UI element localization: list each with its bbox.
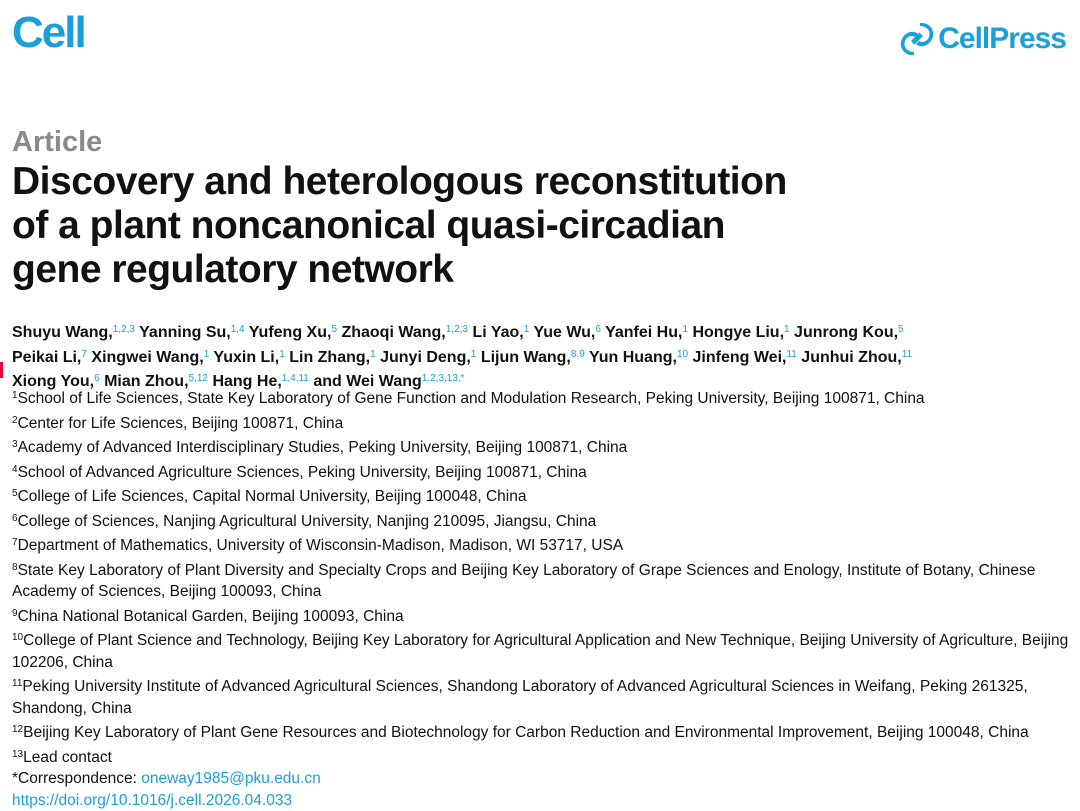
affiliation-list <box>12 385 1072 811</box>
publisher-logo <box>900 22 1066 56</box>
author[interactable]: Yanning Su,$^{1,4}$ <box>139 324 244 341</box>
affiliation: $^1$School of Life Sciences, State Key Laboratory of Gene Function and Modulation Research, Peking University, Beijing 100871, China <box>12 385 1072 410</box>
author[interactable]: Yuxin Li,$^1$ <box>213 349 284 366</box>
publisher-name: CellPress <box>938 22 1066 56</box>
affiliation: $^3$Academy of Advanced Interdisciplinary Studies, Peking University, Beijing 100871, China <box>12 434 1072 459</box>
author[interactable]: Hang He,$^{1,4,11}$ <box>212 373 308 390</box>
correspondence: *Correspondence: oneway1985@pku.edu.cn <box>12 768 1072 790</box>
author[interactable]: Mian Zhou,$^{5,12}$ <box>104 373 208 390</box>
affiliation: $^9$China National Botanical Garden, Beijing 100093, China <box>12 603 1072 628</box>
author[interactable]: Xiong You,$^6$ <box>12 373 100 390</box>
author[interactable]: Jinfeng Wei,$^{11}$ <box>693 349 797 366</box>
author[interactable]: Peikai Li,$^7$ <box>12 349 87 366</box>
author[interactable]: Yufeng Xu,$^5$ <box>249 324 337 341</box>
doi <box>12 790 1072 811</box>
journal-logo: Cell <box>12 8 85 58</box>
author[interactable]: Junyi Deng,$^1$ <box>380 349 476 366</box>
affiliation: $^4$School of Advanced Agriculture Sciences, Peking University, Beijing 100871, China <box>12 459 1072 484</box>
author[interactable]: Yue Wu,$^6$ <box>533 324 601 341</box>
author[interactable]: Li Yao,$^1$ <box>472 324 529 341</box>
margin-mark <box>0 362 3 378</box>
article-title <box>12 160 912 292</box>
author[interactable]: Yanfei Hu,$^1$ <box>605 324 688 341</box>
cellpress-icon <box>900 22 934 56</box>
affiliation: $^{11}$Peking University Institute of Advanced Agricultural Sciences, Shandong Laboratory of Advanced Agricultural Sciences in Weifang, Peking 261325, Shandong, China <box>12 673 1072 719</box>
affiliation: $^7$Department of Mathematics, University of Wisconsin-Madison, Madison, WI 53717, USA <box>12 532 1072 557</box>
affiliation: $^{13}$Lead contact <box>12 744 1072 769</box>
doi-link[interactable]: https://doi.org/10.1016/j.cell.2026.04.033 <box>12 792 292 809</box>
author[interactable]: Lijun Wang,$^{8,9}$ <box>481 349 585 366</box>
title-line: of a plant noncanonical quasi-circadian <box>12 204 725 247</box>
affiliation: $^6$College of Sciences, Nanjing Agricultural University, Nanjing 210095, Jiangsu, China <box>12 508 1072 533</box>
author[interactable]: Lin Zhang,$^1$ <box>289 349 375 366</box>
author[interactable]: Shuyu Wang,$^{1,2,3}$ <box>12 324 135 341</box>
affiliation: $^8$State Key Laboratory of Plant Diversity and Specialty Crops and Beijing Key Laboratory of Grape Sciences and Enology, Institute of Botany, Chinese Academy of Sciences, Beijing 100093, China <box>12 557 1072 603</box>
author[interactable]: Yun Huang,$^{10}$ <box>589 349 688 366</box>
author[interactable]: and Wei Wang$^{1,2,3,13,*}$ <box>313 373 464 390</box>
author[interactable]: Junrong Kou,$^5$ <box>794 324 904 341</box>
title-line: Discovery and heterologous reconstitution <box>12 160 787 203</box>
author[interactable]: Junhui Zhou,$^{11}$ <box>801 349 912 366</box>
affiliation: $^2$Center for Life Sciences, Beijing 100871, China <box>12 410 1072 435</box>
author[interactable]: Xingwei Wang,$^1$ <box>91 349 209 366</box>
author[interactable]: Zhaoqi Wang,$^{1,2,3}$ <box>341 324 468 341</box>
article-type: Article <box>12 126 102 159</box>
author-list <box>12 319 1072 393</box>
correspondence-email-link[interactable]: oneway1985@pku.edu.cn <box>141 770 320 787</box>
author[interactable]: Hongye Liu,$^1$ <box>692 324 789 341</box>
affiliation: $^{10}$College of Plant Science and Technology, Beijing Key Laboratory for Agricultural Application and New Technique, Beijing University of Agriculture, Beijing 102206, China <box>12 627 1072 673</box>
affiliation: $^5$College of Life Sciences, Capital Normal University, Beijing 100048, China <box>12 483 1072 508</box>
affiliation: $^{12}$Beijing Key Laboratory of Plant Gene Resources and Biotechnology for Carbon Reduction and Environmental Improvement, Beijing 100048, China <box>12 719 1072 744</box>
title-line: gene regulatory network <box>12 248 453 291</box>
